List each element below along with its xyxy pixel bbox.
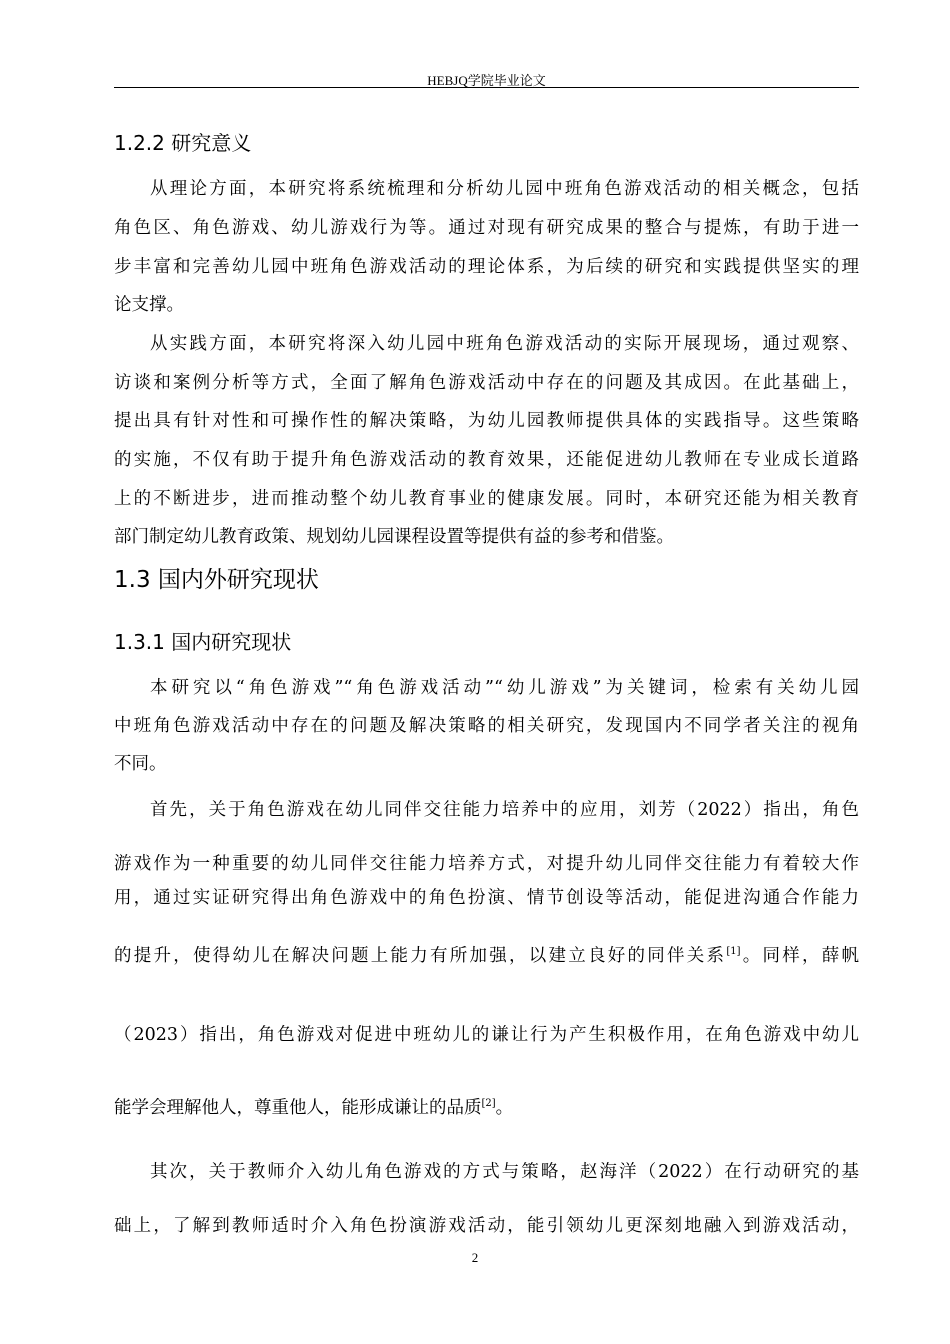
paragraph-line: 不同。 <box>114 754 167 774</box>
section-heading-1-3-1: 1.3.1 国内研究现状 <box>114 630 292 654</box>
section-heading-1-3: 1.3 国内外研究现状 <box>114 567 319 593</box>
paragraph-line: 用，通过实证研究得出角色游戏中的角色扮演、情节创设等活动，能促进沟通合作能力 <box>114 888 859 908</box>
page-number: 2 <box>471 1250 479 1265</box>
paragraph-line: 从实践方面，本研究将深入幼儿园中班角色游戏活动的实际开展现场，通过观察、 <box>150 334 859 354</box>
citation-text: 。 <box>495 1098 514 1118</box>
paragraph-line <box>114 1100 859 1118</box>
citation-text: 。同样，薛帆 <box>740 946 860 966</box>
header-rule <box>114 87 859 88</box>
paragraph-line: 首先，关于角色游戏在幼儿同伴交往能力培养中的应用，刘芳（2022）指出，角色 <box>150 800 859 820</box>
section-heading-1-2-2: 1.2.2 研究意义 <box>114 131 252 155</box>
citation-ref-1: [1] <box>726 946 741 958</box>
paragraph-line: 部门制定幼儿教育政策、规划幼儿园课程设置等提供有益的参考和借鉴。 <box>114 527 674 547</box>
paragraph-line: 其次，关于教师介入幼儿角色游戏的方式与策略，赵海洋（2022）在行动研究的基 <box>150 1162 859 1182</box>
paragraph-line: 本研究以“角色游戏”“角色游戏活动”“幼儿游戏”为关键词，检索有关幼儿园 <box>150 678 859 698</box>
paragraph-line: 从理论方面，本研究将系统梳理和分析幼儿园中班角色游戏活动的相关概念，包括 <box>150 179 859 199</box>
citation-text: 的提升，使得幼儿在解决问题上能力有所加强，以建立良好的同伴关系 <box>114 946 727 966</box>
paragraph-line: 步丰富和完善幼儿园中班角色游戏活动的理论体系，为后续的研究和实践提供坚实的理 <box>114 257 859 277</box>
citation-ref-2: [2] <box>481 1098 496 1110</box>
page-header: HEBJQ学院毕业论文 <box>427 73 546 88</box>
paragraph-line: 访谈和案例分析等方式，全面了解角色游戏活动中存在的问题及其成因。在此基础上， <box>114 373 859 393</box>
paragraph-line: 提出具有针对性和可操作性的解决策略，为幼儿园教师提供具体的实践指导。这些策略 <box>114 411 859 431</box>
paragraph-line <box>114 948 859 966</box>
paragraph-line: 角色区、角色游戏、幼儿游戏行为等。通过对现有研究成果的整合与提炼，有助于进一 <box>114 218 859 238</box>
paragraph-line: 游戏作为一种重要的幼儿同伴交往能力培养方式，对提升幼儿同伴交往能力有着较大作 <box>114 854 859 874</box>
citation-text: 能学会理解他人，尊重他人，能形成谦让的品质 <box>114 1098 482 1118</box>
paragraph-line: 中班角色游戏活动中存在的问题及解决策略的相关研究，发现国内不同学者关注的视角 <box>114 716 859 736</box>
paragraph-line: 上的不断进步，进而推动整个幼儿教育事业的健康发展。同时，本研究还能为相关教育 <box>114 489 859 509</box>
paragraph-line: 论支撑。 <box>114 295 184 315</box>
paragraph-line: （2023）指出，角色游戏对促进中班幼儿的谦让行为产生积极作用，在角色游戏中幼儿 <box>114 1025 859 1045</box>
paragraph-line: 的实施，不仅有助于提升角色游戏活动的教育效果，还能促进幼儿教师在专业成长道路 <box>114 450 859 470</box>
paragraph-line: 础上，了解到教师适时介入角色扮演游戏活动，能引领幼儿更深刻地融入到游戏活动， <box>114 1216 859 1236</box>
